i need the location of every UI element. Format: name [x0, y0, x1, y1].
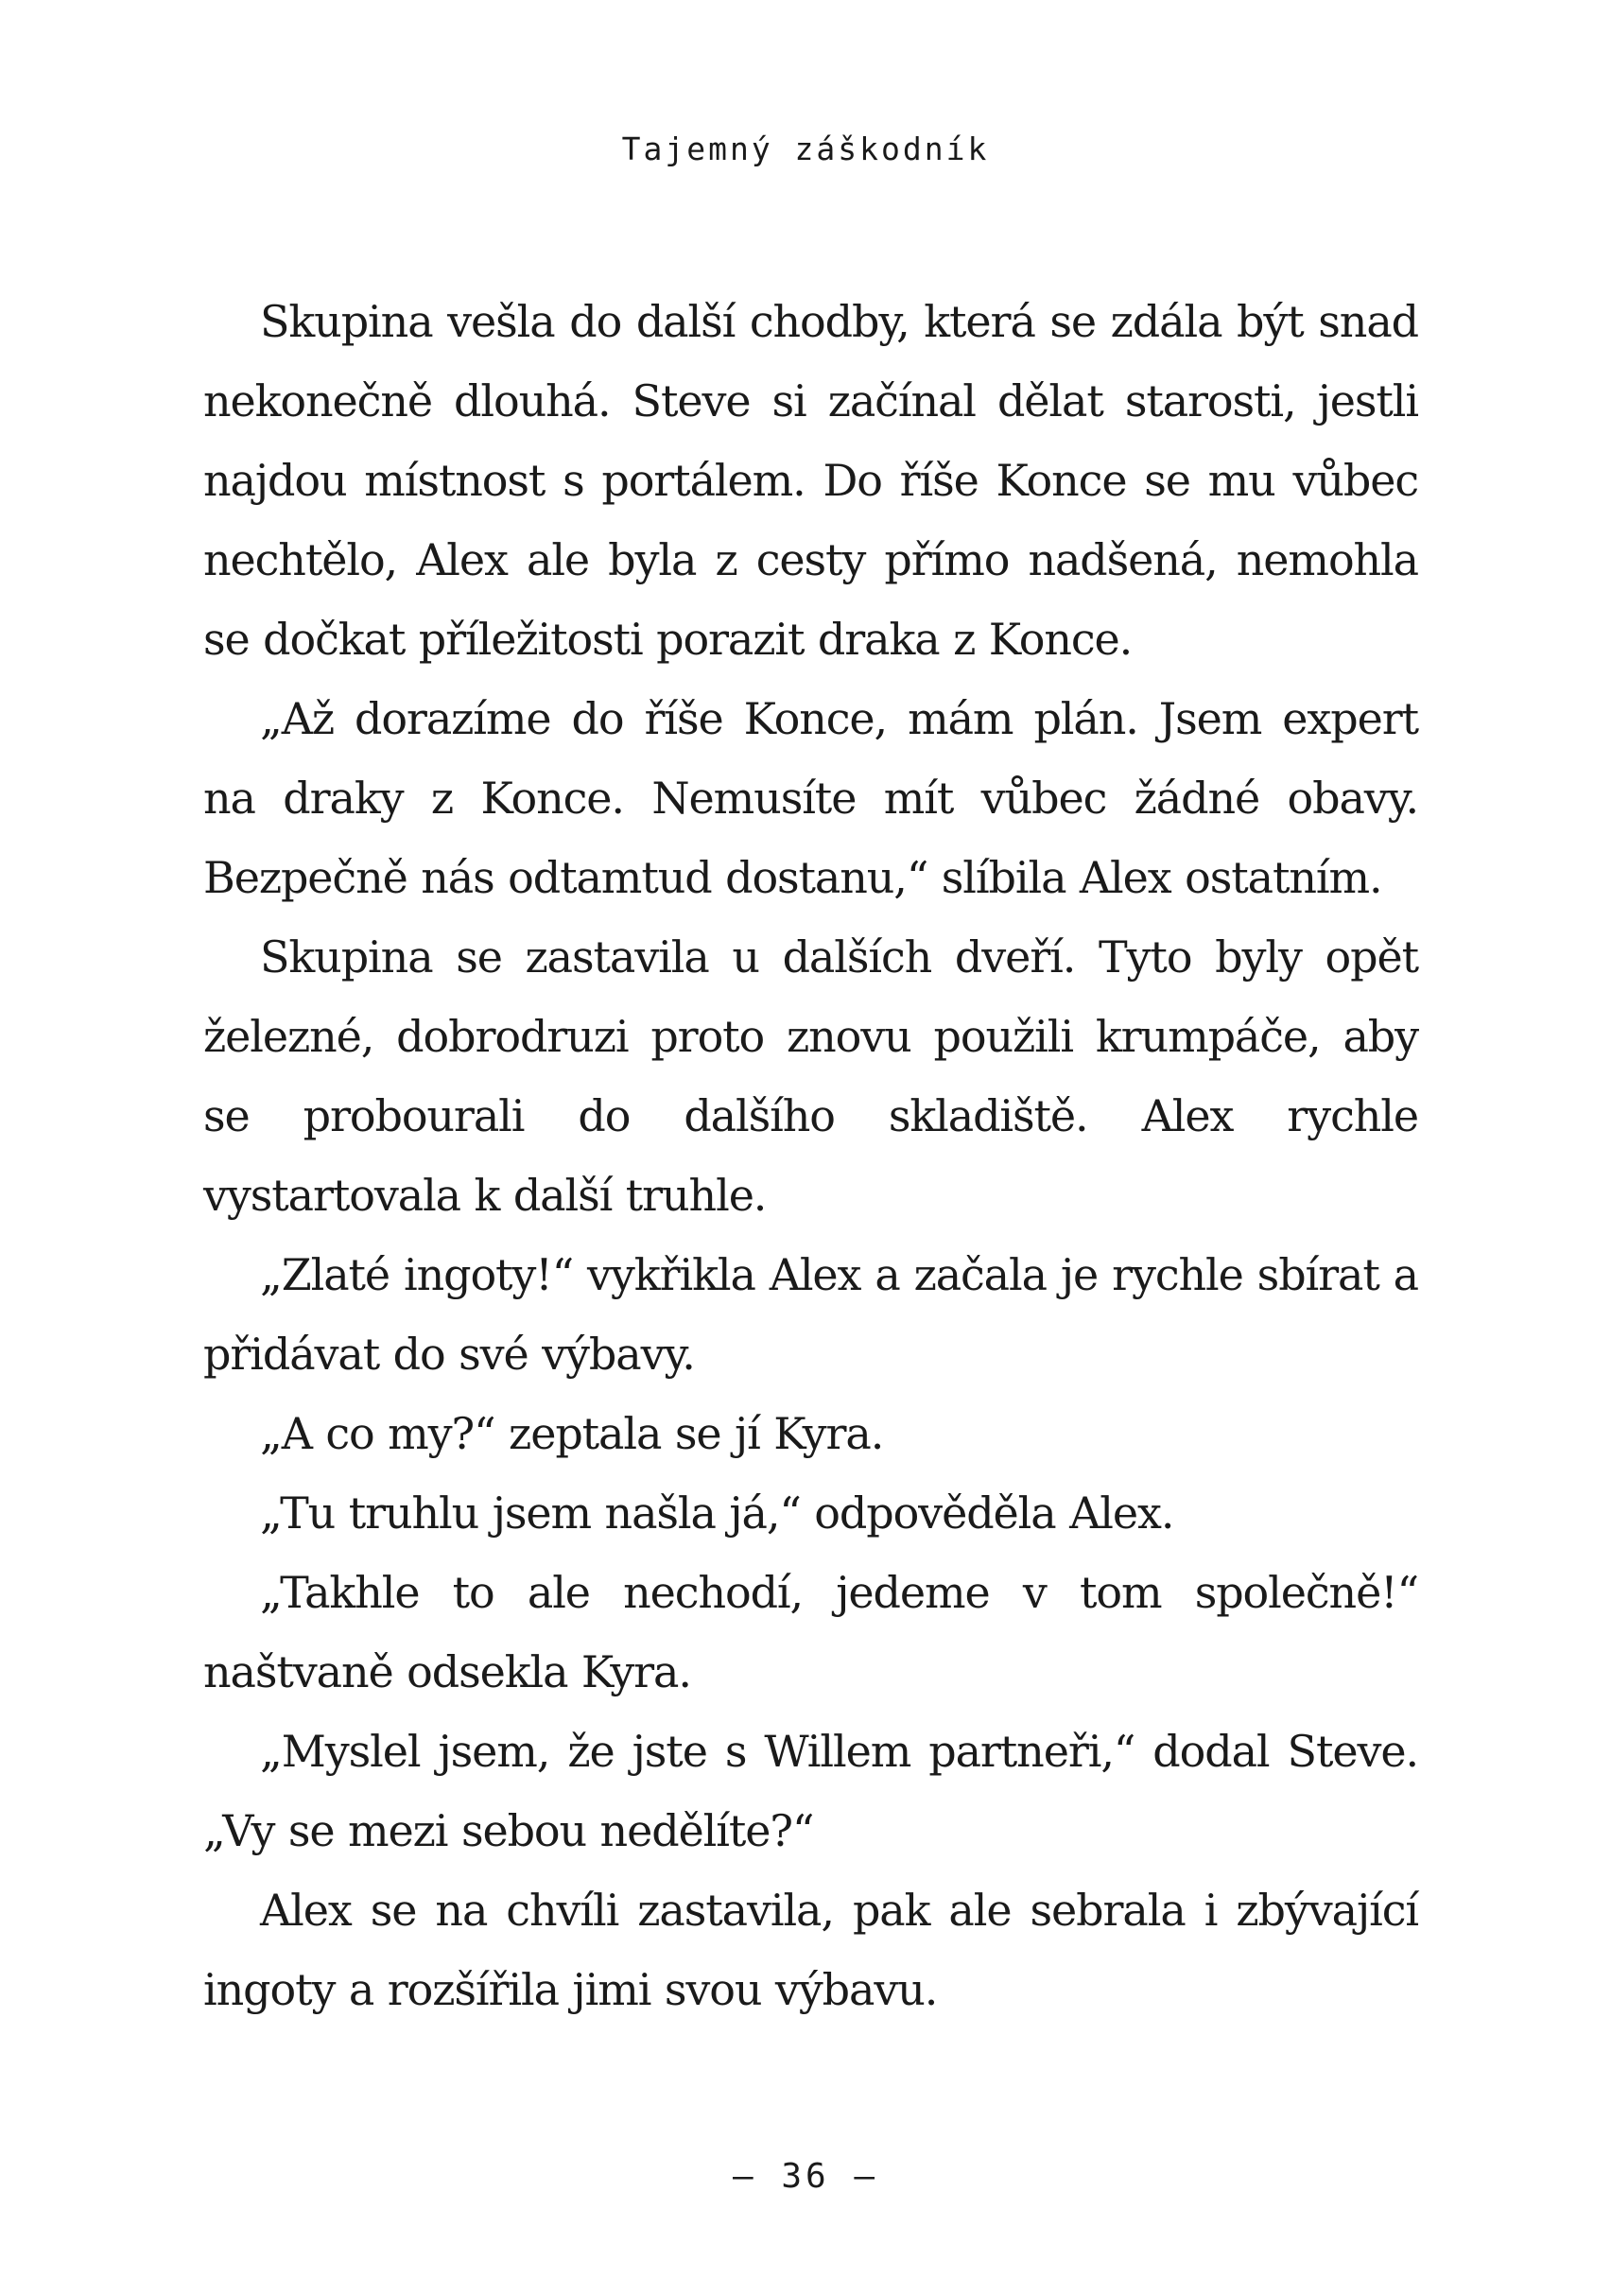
paragraph: Skupina se zastavila u dalších dveří. Tyto byly opět železné, dobrodruzi proto znovu použili krumpáče, aby se probourali do dalšího skladiště. Alex rychle vystartovala k další truhle.: [203, 931, 1418, 1221]
page-number: – 36 –: [732, 2157, 879, 2196]
paragraph: Alex se na chvíli zastavila, pak ale sebrala i zbývající ingoty a rozšířila jimi svou výbavu.: [203, 1885, 1418, 2015]
running-header: Tajemný záškodník: [621, 130, 990, 167]
paragraph: „Tu truhlu jsem našla já,“ odpověděla Alex.: [260, 1487, 1174, 1539]
paragraph: „Takhle to ale nechodí, jedeme v tom společně!“ naštvaně odsekla Kyra.: [203, 1567, 1418, 1697]
paragraph: „A co my?“ zeptala se jí Kyra.: [260, 1408, 884, 1459]
paragraph: „Až dorazíme do říše Konce, mám plán. Jsem expert na draky z Konce. Nemusíte mít vůbec žádné obavy. Bezpečně nás odtamtud dostanu,“ slíbila Alex ostatním.: [203, 693, 1418, 903]
paragraph: „Myslel jsem, že jste s Willem partneři,“ dodal Steve. „Vy se mezi sebou nedělíte?“: [203, 1726, 1418, 1856]
paragraph: Skupina vešla do další chodby, která se zdála být snad nekonečně dlouhá. Steve si začínal dělat starosti, jestli najdou místnost s portálem. Do říše Konce se mu vůbec nechtělo, Alex ale byla z cesty přímo nadšená, nemohla se dočkat příležitosti porazit draka z Konce.: [203, 296, 1418, 665]
paragraph: „Zlaté ingoty!“ vykřikla Alex a začala je rychle sbírat a přidávat do své výbavy.: [203, 1249, 1418, 1380]
body-text: [203, 282, 1418, 2029]
